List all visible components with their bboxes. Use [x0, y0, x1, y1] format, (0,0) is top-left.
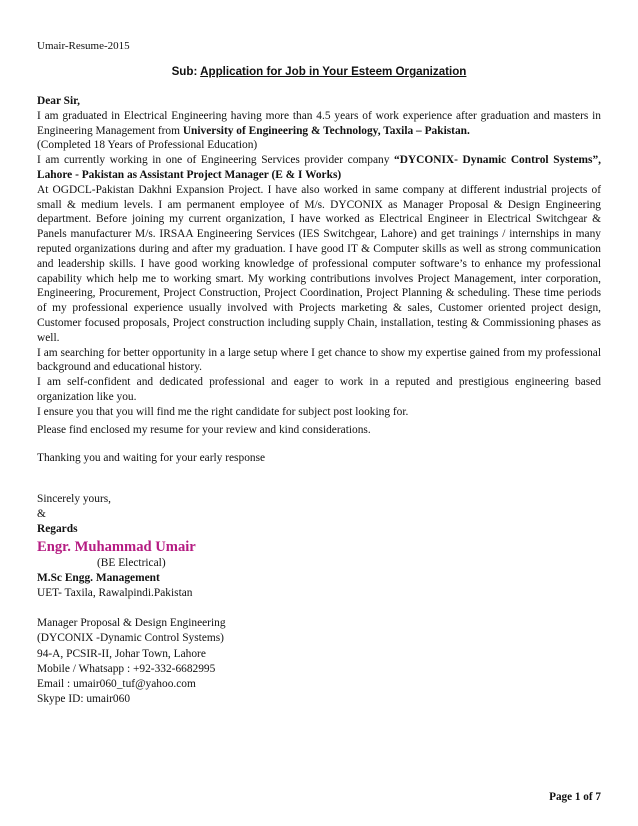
education-note: (Completed 18 Years of Professional Education): [37, 139, 258, 152]
letter-body: [37, 94, 601, 466]
paragraph-opportunity: I am searching for better opportunity in a large setup where I get chance to show my expertise gained from my professional background and educational history.: [37, 346, 601, 374]
paragraph-assurance: I ensure you that you will find me the right candidate for subject post looking for.: [37, 405, 409, 418]
paragraph-current-job: [37, 153, 601, 183]
paragraph-experience: At OGDCL-Pakistan Dakhni Expansion Project. I have also worked in same company at different industrial projects of small & medium levels. I am permanent employee of M/s. DYCONIX as Manager Proposal & Design Engineering department. Before joining my current organization, I have worked as Electrical Engineer in Electrical Switchgear & Panels manufacturer M/s. IRSAA Engineering Services (IES Switchgear, Lahore) and get trainings / internships in many reputed organizations during and after my graduation. I have good IT & Computer skills as well as strong communication and leadership skills. I have good working knowledge of professional computer software’s to enhance my professional capability which help me to working smart. My working contributions involves Project Management, inter corporation, Engineering, Procurement, Project Construction, Project Coordination, Project Planning & scheduling. These time periods of my professional experience usually involved with Projects marketing & sales, Customer oriented project design, Customer focused proposals, Project construction including supply Chain, installation, testing & Commissioning phases as well.: [37, 183, 601, 344]
signer-skype: Skype ID: umair060: [37, 693, 131, 706]
closing-ampersand: &: [37, 508, 46, 521]
paragraph-thanks: Thanking you and waiting for your early response: [37, 452, 266, 465]
paragraph-education: [37, 109, 601, 139]
closing-line: Sincerely yours,: [37, 493, 112, 505]
signer-degree: (BE Electrical): [97, 556, 166, 569]
university-name: University of Engineering & Technology, Taxila – Pakistan.: [182, 124, 470, 137]
signer-phone: Mobile / Whatsapp : +92-332-6682995: [37, 662, 216, 675]
current-company: “DYCONIX- Dynamic Control Systems”, Lahore - Pakistan as Assistant Project Manager (E & I Works): [37, 154, 601, 181]
regards-line: Regards: [37, 523, 78, 536]
paragraph-enclosure: Please find enclosed my resume for your review and kind considerations.: [37, 423, 371, 436]
subject-prefix: Sub:: [171, 65, 201, 78]
salutation: Dear Sir,: [37, 95, 81, 107]
signer-address: 94-A, PCSIR-II, Johar Town, Lahore: [37, 647, 206, 660]
subject-text: Application for Job in Your Esteem Organization: [200, 65, 467, 78]
letter-subject: [0, 64, 638, 79]
signer-email: Email : umair060_tuf@yahoo.com: [37, 678, 196, 691]
signer-masters: M.Sc Engg. Management: [37, 571, 160, 584]
signer-name: Engr. Muhammad Umair: [37, 538, 196, 555]
document-header-label: Umair-Resume-2015: [37, 40, 130, 52]
education-text: I am graduated in Electrical Engineering having more than 4.5 years of work experience after graduation and masters in Engineering Management from: [37, 109, 601, 137]
paragraph-self-confidence: I am self-confident and dedicated professional and eager to work in a reputed and prestigious engineering based organization like you.: [37, 376, 601, 403]
signer-position: Manager Proposal & Design Engineering: [37, 617, 226, 630]
signature-block: [37, 492, 597, 707]
signer-company: (DYCONIX -Dynamic Control Systems): [37, 632, 224, 645]
page-number: Page 1 of 7: [549, 791, 601, 803]
current-job-text: I am currently working in one of Engineering Services provider company: [37, 154, 395, 167]
signer-university: UET- Taxila, Rawalpindi.Pakistan: [37, 587, 193, 600]
